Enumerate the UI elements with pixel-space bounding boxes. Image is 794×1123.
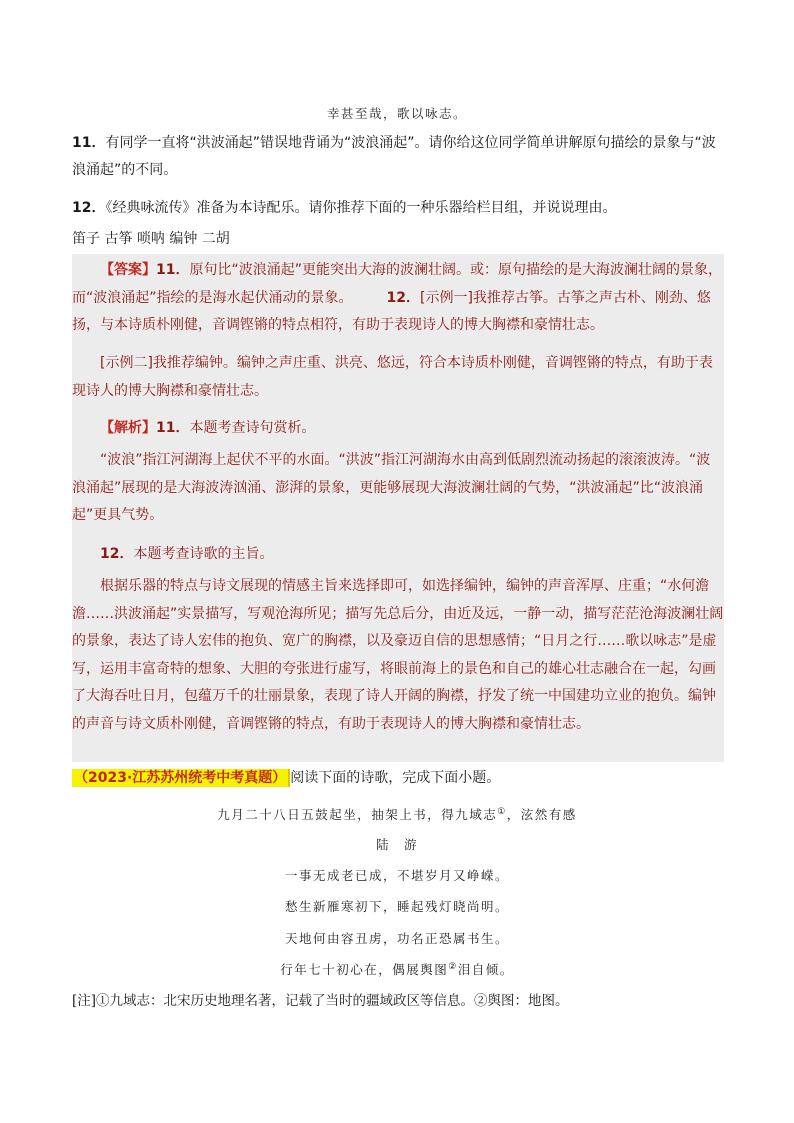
answer-12-text: [示例一]我推荐古筝。古筝之声古朴、刚劲、悠扬，与本诗质朴刚健，音调铿锵的特点相符，有助于表现诗人的博大胸襟和豪情壮志。 (72, 289, 711, 333)
answer-example-2: [示例二]我推荐编钟。编钟之声庄重、洪亮、悠远，符合本诗质朴刚健，音调铿锵的特点，有助于表现诗人的博大胸襟和豪情壮志。 (72, 355, 713, 399)
analysis-12-number: 12． (100, 546, 134, 562)
poem-line-1: 一事无成老已成，不堪岁月又峥嵘。 (284, 868, 509, 883)
analysis-11-number: 11． (156, 420, 190, 436)
analysis-11-intro: 本题考查诗句赏析。 (189, 420, 316, 436)
instrument-options: 笛子 古筝 唢呐 编钟 二胡 (72, 231, 230, 247)
poem-line-3: 天地何由容丑虏，功名正恐属书生。 (284, 931, 509, 946)
question-12-text: 《经典咏流传》准备为本诗配乐。请你推荐下面的一种乐器给栏目组，并说说理由。 (105, 200, 617, 216)
analysis-11-header (72, 415, 724, 443)
poem-title-tail: ，泫然有感 (506, 807, 577, 822)
answer-12-number: 12． (386, 289, 420, 306)
analysis-tag: 【解析】 (100, 420, 156, 436)
answer-tag: 【答案】 (100, 262, 156, 278)
footnote-ref-2: ② (448, 961, 458, 972)
analysis-12-header (72, 541, 724, 569)
source-line (72, 766, 500, 790)
source-tag: （2023·江苏苏州统考中考真题） (72, 769, 290, 787)
poem-line-4 (0, 960, 794, 978)
answer-11-number: 11． (156, 262, 190, 278)
footnote-ref-1: ① (497, 806, 507, 817)
footnote: [注]①九域志：北宋历史地理名著，记载了当时的疆域政区等信息。②舆图：地图。 (72, 993, 569, 1009)
question-12-number: 12． (72, 200, 106, 216)
poem-title (0, 805, 794, 823)
poem-title-main: 九月二十八日五鼓起坐，抽架上书，得九域志 (217, 807, 498, 822)
analysis-12-body: 根据乐器的特点与诗文展现的情感主旨来选择即可，如选择编钟，编钟的声音浑厚、庄重；“水何澹澹……洪波涌起”实景描写，写观沧海所见；描写先总后分，由近及远，一静一动，描写茫茫沧海波澜壮阔的景象，表达了诗人宏伟的抱负、宽广的胸襟，以及豪迈自信的思想感情；“日月之行……歌以咏志”是虚写，运用丰富奇特的想象、大胆的夸张进行虚写，将眼前海上的景色和自己的雄心壮志融合在一起，勾画了大海吞吐日月，包蕴万千的壮丽景象，表现了诗人开阔的胸襟，抒发了统一中国建功立业的抱负。编钟的声音与诗文质朴刚健，音调铿锵的特点，有助于表现诗人的博大胸襟和豪情壮志。 (72, 578, 724, 732)
answer-11-text: 原句比“波浪涌起”更能突出大海的波澜壮阔。或：原句描绘的是大海波澜壮阔的景象，而“波浪涌起”指绘的是海水起伏涌动的景象。 (72, 262, 722, 306)
poem-closing-line: 幸甚至哉，歌以咏志。 (326, 106, 467, 121)
question-11-text: 有同学一直将“洪波涌起”错误地背诵为“波浪涌起”。请你给这位同学简单讲解原句描绘的景象与“波浪涌起”的不同。 (72, 135, 716, 178)
question-11-number: 11． (72, 135, 106, 151)
poem-author: 陆 游 (375, 837, 418, 852)
question-11 (72, 130, 724, 184)
analysis-12-intro: 本题考查诗歌的主旨。 (133, 546, 274, 562)
poem-line-4-tail: 泪自倾。 (457, 962, 514, 977)
question-12 (72, 195, 724, 222)
reading-instruction: 阅读下面的诗歌，完成下面小题。 (290, 770, 501, 786)
poem-line-2: 愁生新雁寒初下，睡起残灯晓尚明。 (284, 899, 509, 914)
poem-line-4-main: 行年七十初心在，偶展舆图 (280, 962, 449, 977)
answer-block (72, 257, 724, 340)
analysis-11-body: “波浪”指江河湖海上起伏不平的水面。“洪波”指江河湖海水由高到低剧烈流动扬起的滚滚波涛。“波浪涌起”展现的是大海波涛汹涌、澎湃的景象，更能够展现大海波澜壮阔的气势，“洪波涌起”比“波浪涌起”更具气势。 (72, 452, 711, 523)
